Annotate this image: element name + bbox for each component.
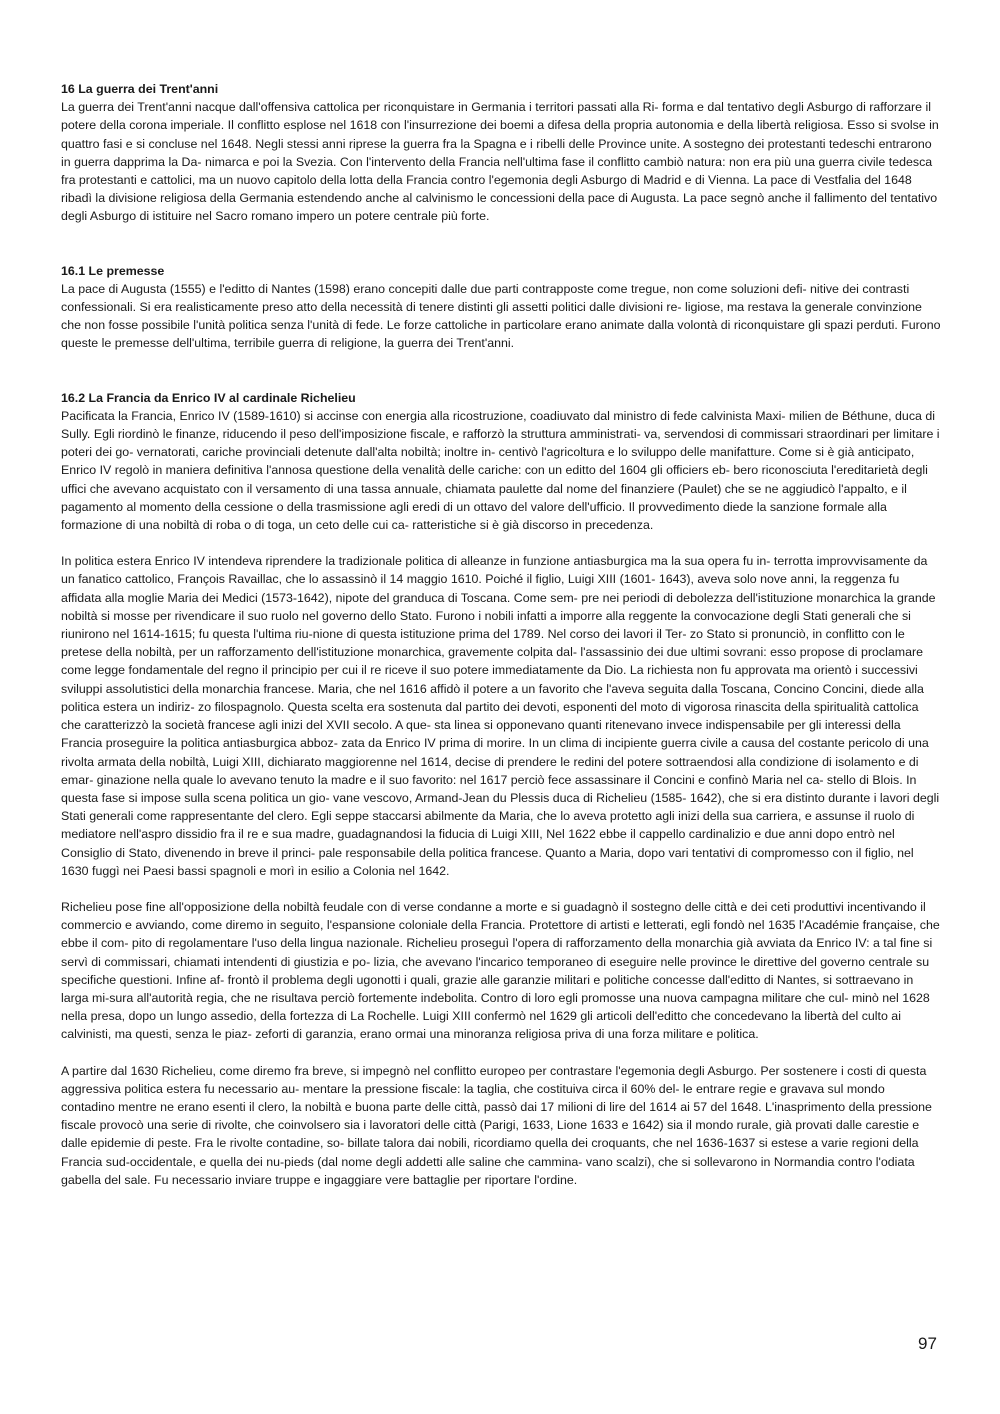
page-content — [61, 80, 941, 1189]
section-france-henry-richelieu — [61, 389, 941, 1189]
paragraph: Pacificata la Francia, Enrico IV (1589-1610) si accinse con energia alla ricostruzione, coadiuvato dal ministro di fede calvinista Maxi- milien de Béthune, duca di Sully. Egli riordinò le finanze, riducendo il peso dell'imposizione fiscale, e rafforzò la struttura amministrati- va, servendosi di commissari straordinari per limitare i poteri dei go- vernatorati, cariche provinciali detenute dall'alta nobiltà; inoltre in- centivò l'agricoltura e lo sviluppo delle manifatture. Come si è già anticipato, Enrico IV regolò in maniera definitiva l'annosa questione della venalità delle cariche: con un editto del 1604 gli officiers eb- bero riconosciuta l'ereditarietà degli uffici che avevano acquistato con il versamento di una tassa annuale, chiamata paulette dal nome del finanziere (Paulet) che se ne aggiudicò l'appalto, e il pagamento al momento della cessione o della trasmissione agli eredi di un ottavo del valore dell'ufficio. Il provvedimento diede la sanzione formale alla formazione di una nobiltà di roba o di toga, un ceto delle cui ca- ratteristiche si è già discorso in precedenza. — [61, 408, 940, 533]
section-spacer — [61, 353, 941, 389]
paragraph: In politica estera Enrico IV intendeva riprendere la tradizionale politica di alleanze in funzione antiasburgica ma la sua opera fu in- terrotta improvvisamente da un fanatico cattolico, François Ravaillac, che lo assassinò il 14 maggio 1610. Poiché il figlio, Luigi XIII (1601- 1643), aveva solo nove anni, la reggenza fu affidata alla moglie Maria dei Medici (1573-1642), nipote del granduca di Toscana. Come sem- pre nei periodi di debolezza dell'istituzione monarchica la grande nobiltà si mosse per rivendicare il suo ruolo nel governo dello Stato. Furono i nobili infatti a imporre alla reggente la convocazione degli Stati generali che si riunirono nel 1614-1615; fu questa l'ultima riu-nione di questa istituzione prima del 1789. Nel corso dei lavori il Ter- zo Stato si pronunciò, in conflitto con le pretese della nobiltà, per un rafforzamento dell'istituzione monarchica, gravemente colpita dal- l'assassinio dei due ultimi sovrani: esso propose di proclamare come legge fondamentale del regno il principio per cui il re riceve il suo potere immediatamente da Dio. La richiesta non fu approvata ma orientò i successivi sviluppi assolutistici della monarchia francese. Maria, che nel 1616 affidò il potere a un favorito che l'aveva seguita dalla Toscana, Concino Concini, diede alla politica estera un indiriz- zo filospagnolo. Questa scelta era sostenuta dal partito dei devoti, esponenti del moto di vigorosa rinascita della spiritualità cattolica che caratterizzò la società francese agli inizi del XVII secolo. A que- sta linea si opponevano quanti ritenevano invece indispensabile per gli interessi della Francia proseguire la politica antiasburgica abboz- zata da Enrico IV prima di morire. In un clima di incipiente guerra civile a causa del costante pericolo di una rivolta armata della nobiltà, Luigi XIII, dichiarato maggiorenne nel 1614, decise di prendere le redini del potere sottraendosi alla condizione di isolamento e di emar- ginazione nella quale lo avevano tenuto la madre e il suo favorito: nel 1617 perciò fece assassinare il Concini e confinò Maria nel ca- stello di Blois. In questa fase si impose sulla scena politica un gio- vane vescovo, Armand-Jean du Plessis duca di Richelieu (1585- 1642), che si era distinto durante i lavori degli Stati generali come rappresentante del clero. Egli seppe staccarsi abilmente da Maria, che lo aveva protetto agli inizi della sua carriera, e assunse il ruolo di mediatore nell'aspro dissidio fra il re e sua madre, guadagnandosi la fiducia di Luigi XIII, Nel 1622 ebbe il cappello cardinalizio e due anni dopo entrò nel Consiglio di Stato, divenendo in breve il princi- pale responsabile della politica francese. Quanto a Maria, dopo vari tentativi di compromesso con il figlio, nel 1630 fuggì nei Paesi bassi spagnoli e morì in esilio a Colonia nel 1642. — [61, 554, 940, 878]
paragraph: La guerra dei Trent'anni nacque dall'offensiva cattolica per riconquistare in Germania i territori passati alla Ri- forma e dal tentativo degli Asburgo di rafforzare il potere della corona imperiale. Il conflitto esplose nel 1618 con l'insurrezione dei boemi a difesa della propria autonomia e della libertà religiosa. Esso si svolse in quattro fasi e si concluse nel 1648. Negli stessi anni riprese la guerra fra la Spagna e i ribelli delle Province unite. A sostegno dei protestanti tedeschi entrarono in guerra dapprima la Da- nimarca e poi la Svezia. Con l'intervento della Francia nell'ultima fase il conflitto cambiò natura: non era più una guerra civile tedesca fra protestanti e cattolici, ma un nuovo capitolo della lotta della Francia contro l'egemonia degli Asburgo di Madrid e di Vienna. La pace di Vestfalia del 1648 ribadì la divisione religiosa della Germania estendendo anche al calvinismo le concessioni della pace di Augusta. La pace segnò anche il fallimento del tentativo degli Asburgo di istituire nel Sacro romano impero un potere centrale più forte. — [61, 100, 939, 224]
section-heading: 16.1 Le premesse — [61, 263, 165, 278]
page-number: 97 — [918, 1334, 937, 1353]
paragraph: Richelieu pose fine all'opposizione della nobiltà feudale con di verse condanne a morte e si guadagnò il sostegno delle città e dei ceti produttivi incentivando il commercio e avviando, come diremo in seguito, l'espansione coloniale della Francia. Protettore di artisti e letterati, egli fondò nel 1635 l'Académie française, che ebbe il com- pito di regolamentare l'uso della lingua nazionale. Richelieu proseguì l'opera di rafforzamento della monarchia già avviata da Enrico IV: a tal fine si servì di commissari, chiamati intendenti di giustizia e po- lizia, che avevano l'incarico temporaneo di eseguire nelle province le direttive del governo centrale su specifiche questioni. Infine af- frontò il problema degli ugonotti i quali, grazie alle garanzie militari e politiche concesse dall'editto di Nantes, si sottraevano in larga mi-sura all'autorità regia, che ne risultava perciò fortemente indebolita. Contro di loro egli promosse una nuova campagna militare che cul- minò nel 1628 nella presa, dopo un lungo assedio, della fortezza di La Rochelle. Luigi XIII confermò nel 1629 gli articoli dell'editto che concedevano la libertà del culto ai calvinisti, ma questi, senza le piaz- zeforti di garanzia, erano ormai una minoranza religiosa priva di una forza militare e politica. — [61, 899, 940, 1042]
paragraph-spacer — [61, 534, 941, 552]
section-thirty-years-war — [61, 80, 941, 226]
section-spacer — [61, 226, 941, 262]
paragraph: La pace di Augusta (1555) e l'editto di Nantes (1598) erano concepiti dalle due parti contrapposte come tregue, non come soluzioni defi- nitive dei contrasti confessionali. Si era realisticamente preso atto della necessità di tenere distinti gli assetti politici dalle divisioni re- ligiose, ma restava la generale convinzione che non fosse possibile l'unità politica senza l'unità di fede. Le forze cattoliche in particolare erano animate dalla volontà di riconquistare gli spazi perduti. Furono queste le premesse dell'ultima, terribile guerra di religione, la guerra dei Trent'anni. — [61, 281, 941, 351]
paragraph-spacer — [61, 880, 941, 898]
section-heading: 16 La guerra dei Trent'anni — [61, 82, 219, 96]
section-premises — [61, 262, 941, 353]
section-heading: 16.2 La Francia da Enrico IV al cardinale Richelieu — [61, 390, 356, 405]
paragraph-spacer — [61, 1044, 941, 1062]
paragraph: A partire dal 1630 Richelieu, come diremo fra breve, si impegnò nel conflitto europeo per contrastare l'egemonia degli Asburgo. Per sostenere i costi di questa aggressiva politica estera fu necessario au- mentare la pressione fiscale: la taglia, che costituiva circa il 60% del- le entrare regie e gravava sul mondo contadino mentre ne erano esenti il clero, la nobiltà e buona parte delle città, passò dai 17 milioni di lire del 1614 ai 57 del 1648. L'inasprimento della pressione fiscale provocò una serie di rivolte, che coinvolsero sia i lavoratori delle città (Parigi, 1633, Lione 1633 e 1642) sia il mondo rurale, già provati dalle carestie e dalle epidemie di peste. Fra le rivolte contadine, so- billate talora dai nobili, ricordiamo quella dei croquants, che nel 1636-1637 si estese a varie regioni della Francia sud-occidentale, e quella dei nu-pieds (dal nome degli addetti alle saline che cammina- vano scalzi), che si sollevarono in Normandia contro l'odiata gabella del sale. Fu necessario inviare truppe e ingaggiare vere battaglie per riportare l'ordine. — [61, 1063, 932, 1187]
